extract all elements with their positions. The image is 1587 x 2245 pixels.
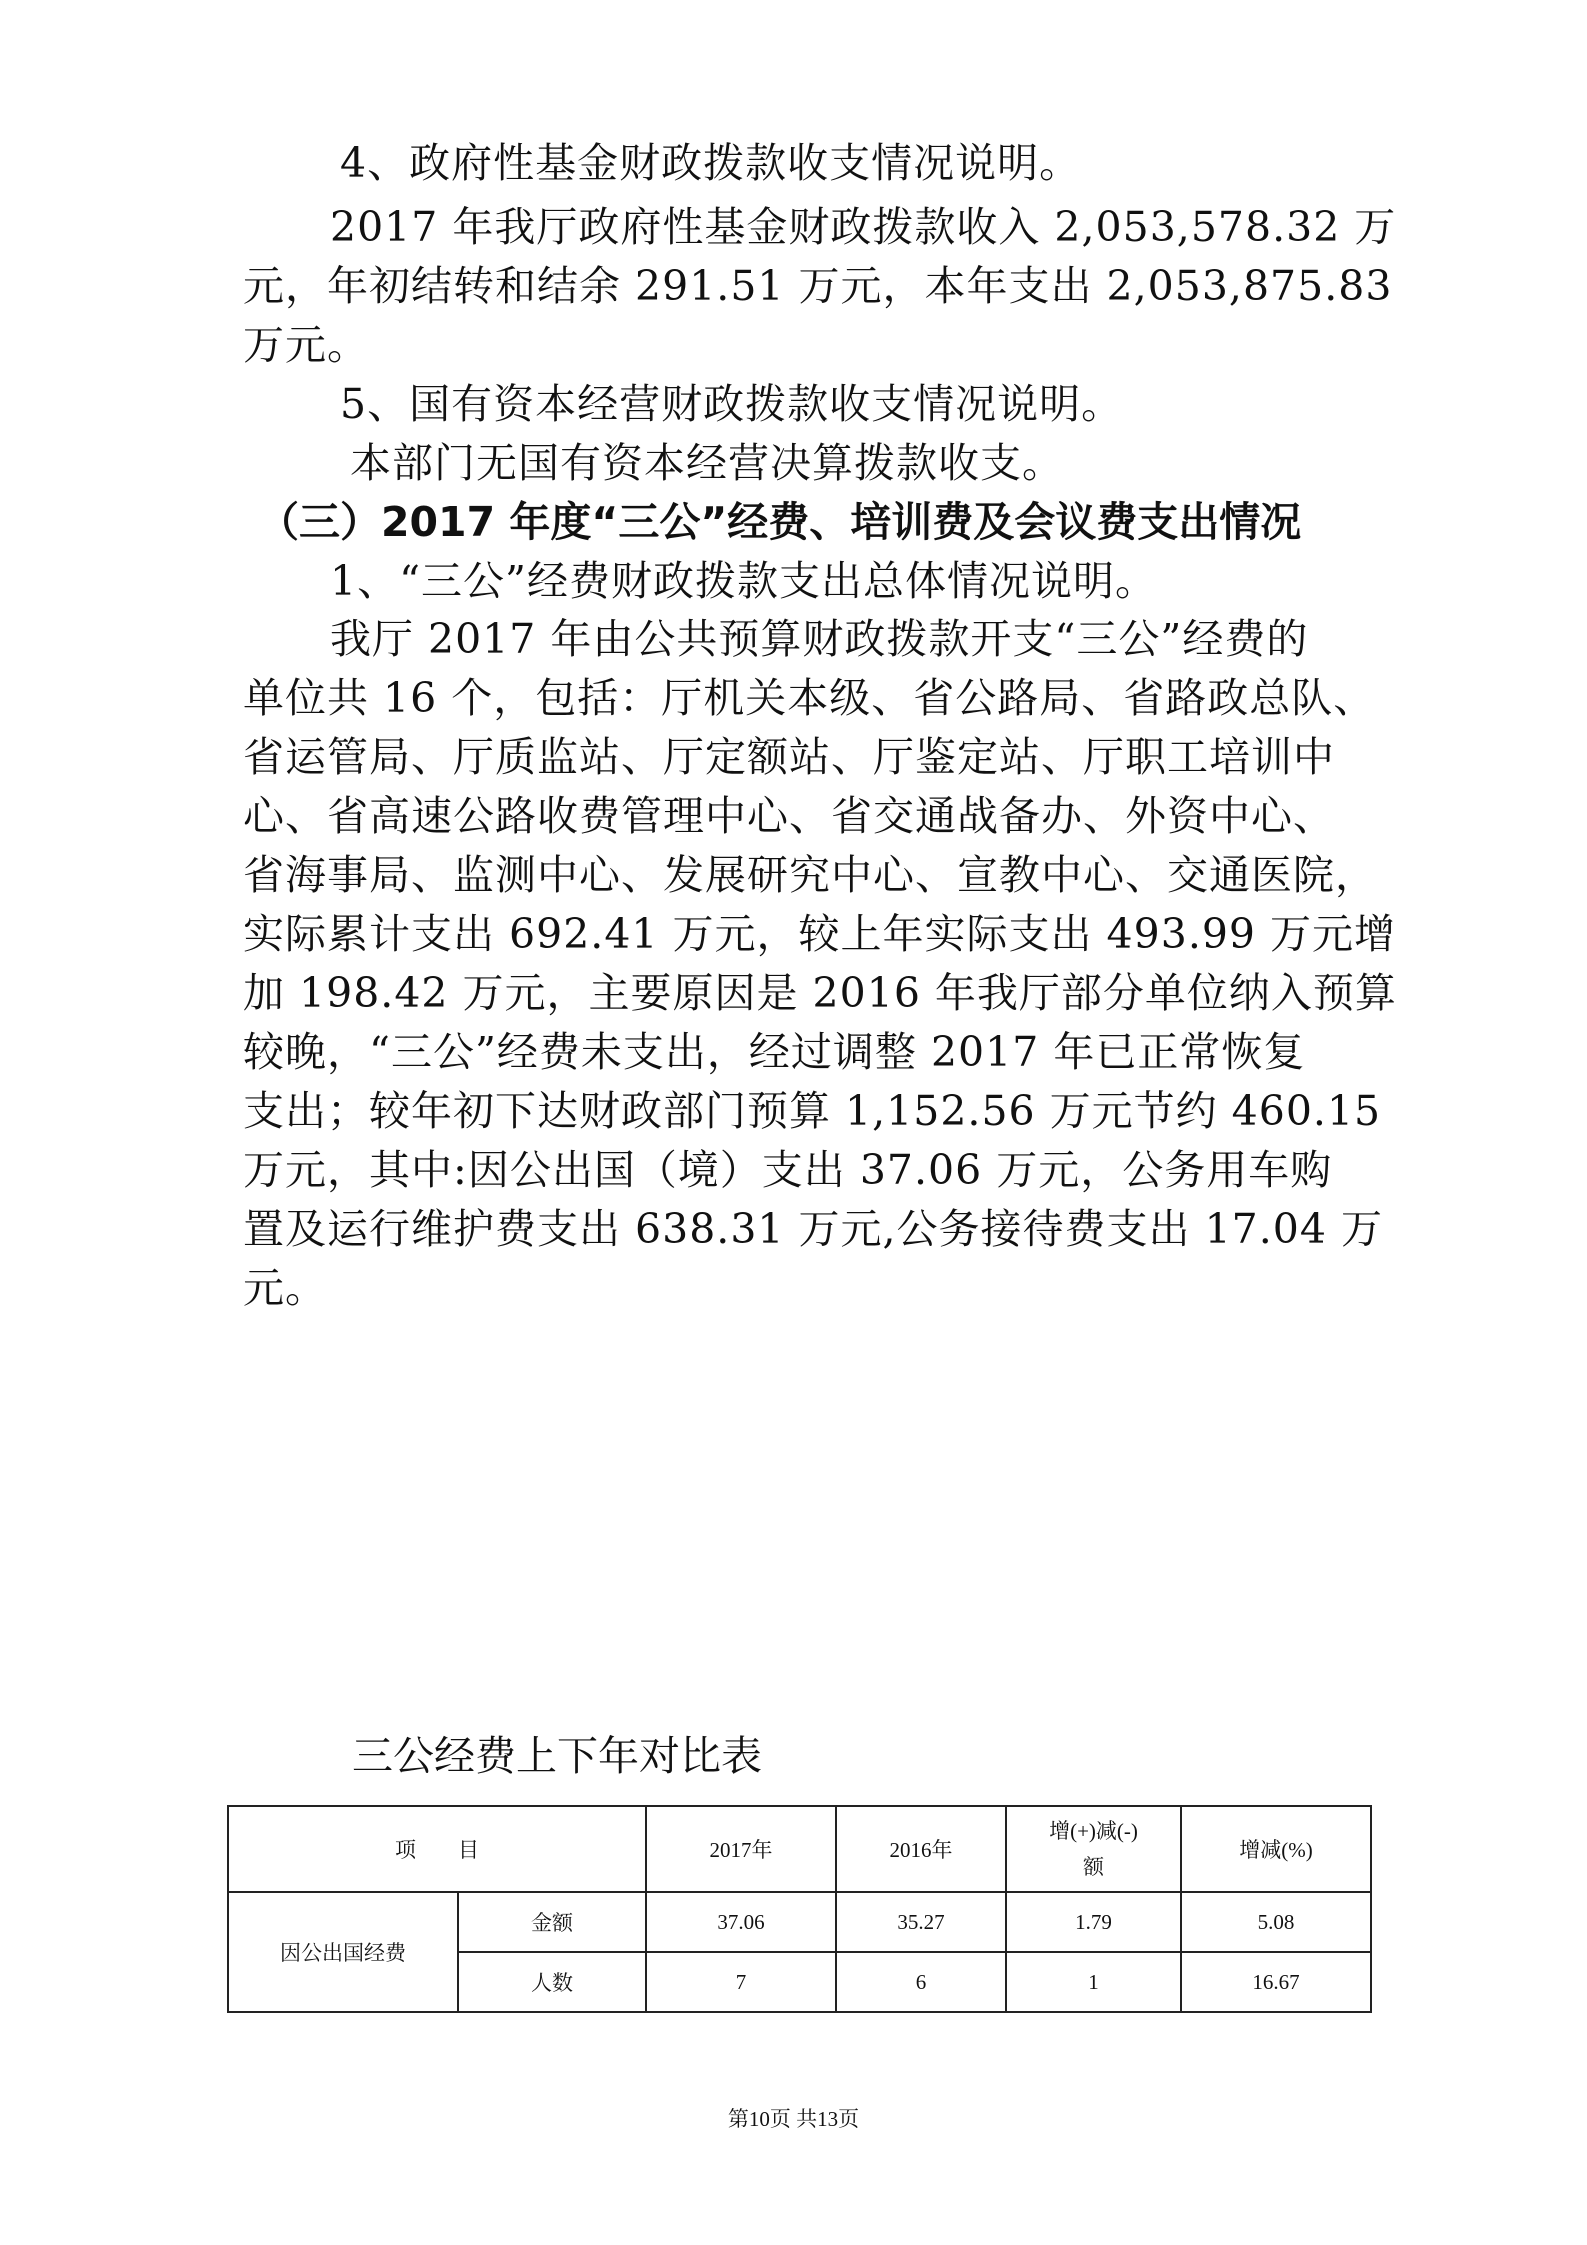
section-4-body-line-3: 万元。	[243, 321, 369, 369]
comparison-table	[227, 1805, 1372, 2013]
cell-2016: 35.27	[836, 1892, 1006, 1952]
row-label: 金额	[458, 1892, 646, 1952]
page-footer: 第10页 共13页	[727, 2107, 860, 2131]
section-3-1-body-line-8: 较晚，“三公”经费未支出，经过调整 2017 年已正常恢复	[243, 1028, 1306, 1076]
section-3-1-body-line-6: 实际累计支出 692.41 万元，较上年实际支出 493.99 万元增	[243, 910, 1397, 958]
section-3-heading: （三）2017 年度“三公”经费、培训费及会议费支出情况	[258, 498, 1302, 546]
section-4-title: 4、政府性基金财政拨款收支情况说明。	[340, 139, 1082, 187]
cell-2017: 37.06	[646, 1892, 836, 1952]
section-5-body: 本部门无国有资本经营决算拨款收支。	[350, 439, 1064, 487]
header-diff	[1006, 1806, 1181, 1892]
section-3-1-body-line-3: 省运管局、厅质监站、厅定额站、厅鉴定站、厅职工培训中	[243, 733, 1335, 781]
header-2017: 2017年	[646, 1806, 836, 1892]
row-label: 人数	[458, 1952, 646, 2012]
section-3-1-body-line-11: 置及运行维护费支出 638.31 万元,公务接待费支出 17.04 万	[243, 1205, 1383, 1253]
table-caption: 三公经费上下年对比表	[352, 1732, 762, 1780]
section-4-body-line-1: 2017 年我厅政府性基金财政拨款收入 2,053,578.32 万	[330, 203, 1397, 251]
header-2016: 2016年	[836, 1806, 1006, 1892]
cell-diff: 1	[1006, 1952, 1181, 2012]
header-pct: 增减(%)	[1181, 1806, 1371, 1892]
section-3-1-body-line-5: 省海事局、监测中心、发展研究中心、宣教中心、交通医院，	[243, 851, 1377, 899]
section-3-1-title: 1、“三公”经费财政拨款支出总体情况说明。	[330, 557, 1158, 605]
cell-pct: 5.08	[1181, 1892, 1371, 1952]
section-3-1-body-line-9: 支出；较年初下达财政部门预算 1,152.56 万元节约 460.15	[243, 1087, 1382, 1135]
cell-2017: 7	[646, 1952, 836, 2012]
header-diff-line-2: 额	[1083, 1855, 1104, 1879]
section-3-1-body-line-1: 我厅 2017 年由公共预算财政拨款开支“三公”经费的	[330, 615, 1309, 663]
cell-pct: 16.67	[1181, 1952, 1371, 2012]
section-3-1-body-line-4: 心、省高速公路收费管理中心、省交通战备办、外资中心、	[243, 792, 1335, 840]
table-row	[228, 1892, 1371, 1952]
table-header-row	[228, 1806, 1371, 1892]
section-3-1-body-line-2: 单位共 16 个，包括：厅机关本级、省公路局、省路政总队、	[243, 674, 1376, 722]
section-3-1-body-line-12: 元。	[243, 1264, 327, 1312]
section-3-1-body-line-10: 万元，其中:因公出国（境）支出 37.06 万元，公务用车购	[243, 1146, 1333, 1194]
section-4-body-line-2: 元，年初结转和结余 291.51 万元，本年支出 2,053,875.83	[243, 262, 1393, 310]
cell-2016: 6	[836, 1952, 1006, 2012]
header-item: 项 目	[228, 1806, 646, 1892]
cell-diff: 1.79	[1006, 1892, 1181, 1952]
section-5-title: 5、国有资本经营财政拨款收支情况说明。	[340, 380, 1124, 428]
section-3-1-body-line-7: 加 198.42 万元，主要原因是 2016 年我厅部分单位纳入预算	[243, 969, 1397, 1017]
header-diff-line-1: 增(+)减(-)	[1049, 1819, 1138, 1843]
group-label: 因公出国经费	[228, 1892, 458, 2012]
